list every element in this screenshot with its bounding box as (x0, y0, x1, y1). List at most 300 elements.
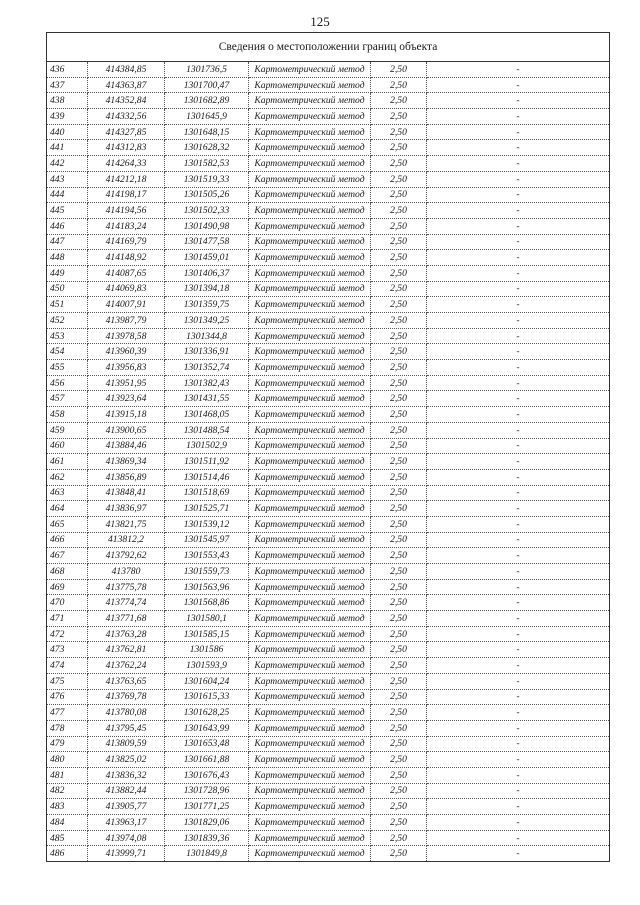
x-coordinate-cell: 413900,65 (88, 422, 165, 438)
y-coordinate-cell: 1301643,99 (165, 720, 249, 736)
note-cell: - (427, 171, 610, 187)
accuracy-cell: 2,50 (371, 454, 427, 470)
y-coordinate-cell: 1301615,33 (165, 689, 249, 705)
method-cell: Картометрический метод (249, 469, 371, 485)
note-cell: - (427, 830, 610, 846)
y-coordinate-cell: 1301394,18 (165, 281, 249, 297)
table-row (47, 469, 610, 485)
y-coordinate-cell: 1301582,53 (165, 156, 249, 172)
table-row (47, 422, 610, 438)
x-coordinate-cell: 413923,64 (88, 391, 165, 407)
y-coordinate-cell: 1301488,54 (165, 422, 249, 438)
x-coordinate-cell: 413762,24 (88, 658, 165, 674)
table-row (47, 234, 610, 250)
note-cell: - (427, 767, 610, 783)
y-coordinate-cell: 1301477,58 (165, 234, 249, 250)
table-row (47, 250, 610, 266)
method-cell: Картометрический метод (249, 642, 371, 658)
method-cell: Картометрический метод (249, 77, 371, 93)
y-coordinate-cell: 1301593,9 (165, 658, 249, 674)
point-number-cell: 484 (47, 815, 88, 831)
point-number-cell: 462 (47, 469, 88, 485)
x-coordinate-cell: 413960,39 (88, 344, 165, 360)
point-number-cell: 468 (47, 564, 88, 580)
method-cell: Картометрический метод (249, 736, 371, 752)
accuracy-cell: 2,50 (371, 485, 427, 501)
method-cell: Картометрический метод (249, 501, 371, 517)
note-cell: - (427, 265, 610, 281)
method-cell: Картометрический метод (249, 140, 371, 156)
method-cell: Картометрический метод (249, 281, 371, 297)
note-cell: - (427, 626, 610, 642)
method-cell: Картометрический метод (249, 407, 371, 423)
table-row (47, 375, 610, 391)
point-number-cell: 478 (47, 720, 88, 736)
table-row (47, 846, 610, 862)
point-number-cell: 464 (47, 501, 88, 517)
accuracy-cell: 2,50 (371, 250, 427, 266)
y-coordinate-cell: 1301502,33 (165, 203, 249, 219)
point-number-cell: 450 (47, 281, 88, 297)
note-cell: - (427, 564, 610, 580)
method-cell: Картометрический метод (249, 705, 371, 721)
y-coordinate-cell: 1301431,55 (165, 391, 249, 407)
accuracy-cell: 2,50 (371, 846, 427, 862)
method-cell: Картометрический метод (249, 611, 371, 627)
method-cell: Картометрический метод (249, 767, 371, 783)
x-coordinate-cell: 413978,58 (88, 328, 165, 344)
table-row (47, 799, 610, 815)
y-coordinate-cell: 1301490,98 (165, 218, 249, 234)
point-number-cell: 483 (47, 799, 88, 815)
note-cell: - (427, 109, 610, 125)
y-coordinate-cell: 1301468,05 (165, 407, 249, 423)
x-coordinate-cell: 413821,75 (88, 516, 165, 532)
note-cell: - (427, 516, 610, 532)
y-coordinate-cell: 1301628,25 (165, 705, 249, 721)
method-cell: Картометрический метод (249, 344, 371, 360)
table-row (47, 752, 610, 768)
method-cell: Картометрический метод (249, 752, 371, 768)
y-coordinate-cell: 1301700,47 (165, 77, 249, 93)
y-coordinate-cell: 1301563,96 (165, 579, 249, 595)
table-row (47, 124, 610, 140)
y-coordinate-cell: 1301839,36 (165, 830, 249, 846)
accuracy-cell: 2,50 (371, 611, 427, 627)
accuracy-cell: 2,50 (371, 595, 427, 611)
accuracy-cell: 2,50 (371, 391, 427, 407)
x-coordinate-cell: 413915,18 (88, 407, 165, 423)
y-coordinate-cell: 1301645,9 (165, 109, 249, 125)
accuracy-cell: 2,50 (371, 344, 427, 360)
table-row (47, 720, 610, 736)
y-coordinate-cell: 1301628,32 (165, 140, 249, 156)
x-coordinate-cell: 413956,83 (88, 360, 165, 376)
table-title: Сведения о местоположении границ объекта (47, 33, 610, 62)
accuracy-cell: 2,50 (371, 171, 427, 187)
method-cell: Картометрический метод (249, 846, 371, 862)
point-number-cell: 458 (47, 407, 88, 423)
method-cell: Картометрический метод (249, 830, 371, 846)
point-number-cell: 486 (47, 846, 88, 862)
accuracy-cell: 2,50 (371, 375, 427, 391)
note-cell: - (427, 720, 610, 736)
accuracy-cell: 2,50 (371, 77, 427, 93)
y-coordinate-cell: 1301382,43 (165, 375, 249, 391)
accuracy-cell: 2,50 (371, 469, 427, 485)
y-coordinate-cell: 1301359,75 (165, 297, 249, 313)
y-coordinate-cell: 1301519,33 (165, 171, 249, 187)
method-cell: Картометрический метод (249, 328, 371, 344)
point-number-cell: 459 (47, 422, 88, 438)
method-cell: Картометрический метод (249, 485, 371, 501)
table-row (47, 281, 610, 297)
accuracy-cell: 2,50 (371, 579, 427, 595)
y-coordinate-cell: 1301502,9 (165, 438, 249, 454)
accuracy-cell: 2,50 (371, 218, 427, 234)
accuracy-cell: 2,50 (371, 689, 427, 705)
point-number-cell: 440 (47, 124, 88, 140)
point-number-cell: 477 (47, 705, 88, 721)
x-coordinate-cell: 414198,17 (88, 187, 165, 203)
point-number-cell: 454 (47, 344, 88, 360)
y-coordinate-cell: 1301586 (165, 642, 249, 658)
note-cell: - (427, 156, 610, 172)
note-cell: - (427, 689, 610, 705)
table-row (47, 77, 610, 93)
x-coordinate-cell: 413762,81 (88, 642, 165, 658)
x-coordinate-cell: 414148,92 (88, 250, 165, 266)
point-number-cell: 473 (47, 642, 88, 658)
y-coordinate-cell: 1301539,12 (165, 516, 249, 532)
method-cell: Картометрический метод (249, 313, 371, 329)
accuracy-cell: 2,50 (371, 328, 427, 344)
accuracy-cell: 2,50 (371, 799, 427, 815)
table-row (47, 328, 610, 344)
point-number-cell: 479 (47, 736, 88, 752)
accuracy-cell: 2,50 (371, 422, 427, 438)
table-row (47, 156, 610, 172)
point-number-cell: 460 (47, 438, 88, 454)
y-coordinate-cell: 1301849,8 (165, 846, 249, 862)
x-coordinate-cell: 414352,84 (88, 93, 165, 109)
table-row (47, 673, 610, 689)
x-coordinate-cell: 414384,85 (88, 62, 165, 78)
point-number-cell: 441 (47, 140, 88, 156)
x-coordinate-cell: 413780 (88, 564, 165, 580)
y-coordinate-cell: 1301344,8 (165, 328, 249, 344)
accuracy-cell: 2,50 (371, 815, 427, 831)
y-coordinate-cell: 1301352,74 (165, 360, 249, 376)
y-coordinate-cell: 1301514,46 (165, 469, 249, 485)
x-coordinate-cell: 413775,78 (88, 579, 165, 595)
accuracy-cell: 2,50 (371, 187, 427, 203)
x-coordinate-cell: 414264,33 (88, 156, 165, 172)
point-number-cell: 437 (47, 77, 88, 93)
method-cell: Картометрический метод (249, 218, 371, 234)
table-row (47, 187, 610, 203)
method-cell: Картометрический метод (249, 171, 371, 187)
note-cell: - (427, 187, 610, 203)
table-row (47, 297, 610, 313)
accuracy-cell: 2,50 (371, 62, 427, 78)
method-cell: Картометрический метод (249, 720, 371, 736)
note-cell: - (427, 218, 610, 234)
point-number-cell: 461 (47, 454, 88, 470)
y-coordinate-cell: 1301406,37 (165, 265, 249, 281)
point-number-cell: 457 (47, 391, 88, 407)
x-coordinate-cell: 414212,18 (88, 171, 165, 187)
table-row (47, 642, 610, 658)
method-cell: Картометрический метод (249, 234, 371, 250)
note-cell: - (427, 93, 610, 109)
table-row (47, 391, 610, 407)
note-cell: - (427, 799, 610, 815)
point-number-cell: 456 (47, 375, 88, 391)
y-coordinate-cell: 1301580,1 (165, 611, 249, 627)
note-cell: - (427, 234, 610, 250)
point-number-cell: 476 (47, 689, 88, 705)
note-cell: - (427, 391, 610, 407)
point-number-cell: 465 (47, 516, 88, 532)
table-row (47, 595, 610, 611)
method-cell: Картометрический метод (249, 297, 371, 313)
method-cell: Картометрический метод (249, 815, 371, 831)
y-coordinate-cell: 1301559,73 (165, 564, 249, 580)
x-coordinate-cell: 413763,65 (88, 673, 165, 689)
point-number-cell: 481 (47, 767, 88, 783)
point-number-cell: 452 (47, 313, 88, 329)
note-cell: - (427, 752, 610, 768)
table-row (47, 611, 610, 627)
y-coordinate-cell: 1301736,5 (165, 62, 249, 78)
table-row (47, 532, 610, 548)
table-row (47, 485, 610, 501)
table-row (47, 109, 610, 125)
y-coordinate-cell: 1301525,71 (165, 501, 249, 517)
table-row (47, 360, 610, 376)
note-cell: - (427, 250, 610, 266)
point-number-cell: 438 (47, 93, 88, 109)
x-coordinate-cell: 413825,02 (88, 752, 165, 768)
note-cell: - (427, 642, 610, 658)
method-cell: Картометрический метод (249, 595, 371, 611)
note-cell: - (427, 62, 610, 78)
table-row (47, 548, 610, 564)
y-coordinate-cell: 1301545,97 (165, 532, 249, 548)
y-coordinate-cell: 1301459,01 (165, 250, 249, 266)
note-cell: - (427, 77, 610, 93)
y-coordinate-cell: 1301568,86 (165, 595, 249, 611)
x-coordinate-cell: 413795,45 (88, 720, 165, 736)
note-cell: - (427, 375, 610, 391)
x-coordinate-cell: 413774,74 (88, 595, 165, 611)
x-coordinate-cell: 414327,85 (88, 124, 165, 140)
accuracy-cell: 2,50 (371, 407, 427, 423)
note-cell: - (427, 611, 610, 627)
accuracy-cell: 2,50 (371, 720, 427, 736)
point-number-cell: 444 (47, 187, 88, 203)
table-row (47, 93, 610, 109)
method-cell: Картометрический метод (249, 438, 371, 454)
y-coordinate-cell: 1301682,89 (165, 93, 249, 109)
point-number-cell: 442 (47, 156, 88, 172)
table-row (47, 783, 610, 799)
note-cell: - (427, 548, 610, 564)
method-cell: Картометрический метод (249, 375, 371, 391)
accuracy-cell: 2,50 (371, 124, 427, 140)
accuracy-cell: 2,50 (371, 830, 427, 846)
note-cell: - (427, 344, 610, 360)
note-cell: - (427, 783, 610, 799)
x-coordinate-cell: 413905,77 (88, 799, 165, 815)
accuracy-cell: 2,50 (371, 156, 427, 172)
y-coordinate-cell: 1301553,43 (165, 548, 249, 564)
table-row (47, 140, 610, 156)
note-cell: - (427, 360, 610, 376)
table-row (47, 171, 610, 187)
point-number-cell: 472 (47, 626, 88, 642)
table-row (47, 438, 610, 454)
x-coordinate-cell: 413848,41 (88, 485, 165, 501)
table-body (47, 62, 610, 862)
accuracy-cell: 2,50 (371, 752, 427, 768)
table-row (47, 501, 610, 517)
method-cell: Картометрический метод (249, 187, 371, 203)
method-cell: Картометрический метод (249, 564, 371, 580)
table-row (47, 344, 610, 360)
note-cell: - (427, 532, 610, 548)
table-row (47, 705, 610, 721)
note-cell: - (427, 454, 610, 470)
y-coordinate-cell: 1301511,92 (165, 454, 249, 470)
point-number-cell: 466 (47, 532, 88, 548)
point-number-cell: 451 (47, 297, 88, 313)
y-coordinate-cell: 1301829,06 (165, 815, 249, 831)
accuracy-cell: 2,50 (371, 736, 427, 752)
method-cell: Картометрический метод (249, 799, 371, 815)
point-number-cell: 480 (47, 752, 88, 768)
method-cell: Картометрический метод (249, 783, 371, 799)
table-row (47, 815, 610, 831)
method-cell: Картометрический метод (249, 250, 371, 266)
note-cell: - (427, 658, 610, 674)
note-cell: - (427, 438, 610, 454)
point-number-cell: 447 (47, 234, 88, 250)
table-row (47, 516, 610, 532)
note-cell: - (427, 846, 610, 862)
y-coordinate-cell: 1301336,91 (165, 344, 249, 360)
note-cell: - (427, 328, 610, 344)
point-number-cell: 439 (47, 109, 88, 125)
x-coordinate-cell: 413999,71 (88, 846, 165, 862)
y-coordinate-cell: 1301771,25 (165, 799, 249, 815)
method-cell: Картометрический метод (249, 673, 371, 689)
y-coordinate-cell: 1301604,24 (165, 673, 249, 689)
y-coordinate-cell: 1301728,96 (165, 783, 249, 799)
x-coordinate-cell: 414087,65 (88, 265, 165, 281)
method-cell: Картометрический метод (249, 516, 371, 532)
method-cell: Картометрический метод (249, 203, 371, 219)
note-cell: - (427, 501, 610, 517)
note-cell: - (427, 673, 610, 689)
y-coordinate-cell: 1301585,15 (165, 626, 249, 642)
y-coordinate-cell: 1301648,15 (165, 124, 249, 140)
accuracy-cell: 2,50 (371, 548, 427, 564)
note-cell: - (427, 124, 610, 140)
point-number-cell: 448 (47, 250, 88, 266)
table-row (47, 313, 610, 329)
method-cell: Картометрический метод (249, 548, 371, 564)
method-cell: Картометрический метод (249, 658, 371, 674)
x-coordinate-cell: 414069,83 (88, 281, 165, 297)
accuracy-cell: 2,50 (371, 281, 427, 297)
note-cell: - (427, 469, 610, 485)
y-coordinate-cell: 1301505,26 (165, 187, 249, 203)
x-coordinate-cell: 413836,32 (88, 767, 165, 783)
note-cell: - (427, 313, 610, 329)
table-row (47, 579, 610, 595)
x-coordinate-cell: 413809,59 (88, 736, 165, 752)
x-coordinate-cell: 413763,28 (88, 626, 165, 642)
point-number-cell: 463 (47, 485, 88, 501)
note-cell: - (427, 595, 610, 611)
table-row (47, 658, 610, 674)
point-number-cell: 453 (47, 328, 88, 344)
note-cell: - (427, 407, 610, 423)
note-cell: - (427, 422, 610, 438)
method-cell: Картометрический метод (249, 454, 371, 470)
point-number-cell: 470 (47, 595, 88, 611)
point-number-cell: 467 (47, 548, 88, 564)
method-cell: Картометрический метод (249, 532, 371, 548)
note-cell: - (427, 297, 610, 313)
point-number-cell: 449 (47, 265, 88, 281)
accuracy-cell: 2,50 (371, 705, 427, 721)
y-coordinate-cell: 1301661,88 (165, 752, 249, 768)
accuracy-cell: 2,50 (371, 516, 427, 532)
table-row (47, 265, 610, 281)
method-cell: Картометрический метод (249, 391, 371, 407)
accuracy-cell: 2,50 (371, 265, 427, 281)
accuracy-cell: 2,50 (371, 140, 427, 156)
accuracy-cell: 2,50 (371, 767, 427, 783)
y-coordinate-cell: 1301653,48 (165, 736, 249, 752)
method-cell: Картометрический метод (249, 265, 371, 281)
table-row (47, 218, 610, 234)
x-coordinate-cell: 413792,62 (88, 548, 165, 564)
table-row (47, 626, 610, 642)
accuracy-cell: 2,50 (371, 109, 427, 125)
note-cell: - (427, 281, 610, 297)
point-number-cell: 445 (47, 203, 88, 219)
x-coordinate-cell: 413812,2 (88, 532, 165, 548)
method-cell: Картометрический метод (249, 579, 371, 595)
note-cell: - (427, 579, 610, 595)
x-coordinate-cell: 413987,79 (88, 313, 165, 329)
x-coordinate-cell: 414332,56 (88, 109, 165, 125)
x-coordinate-cell: 414007,91 (88, 297, 165, 313)
x-coordinate-cell: 413963,17 (88, 815, 165, 831)
point-number-cell: 443 (47, 171, 88, 187)
point-number-cell: 469 (47, 579, 88, 595)
method-cell: Картометрический метод (249, 109, 371, 125)
accuracy-cell: 2,50 (371, 532, 427, 548)
page-number: 125 (310, 14, 330, 29)
note-cell: - (427, 140, 610, 156)
x-coordinate-cell: 413869,34 (88, 454, 165, 470)
table-row (47, 407, 610, 423)
